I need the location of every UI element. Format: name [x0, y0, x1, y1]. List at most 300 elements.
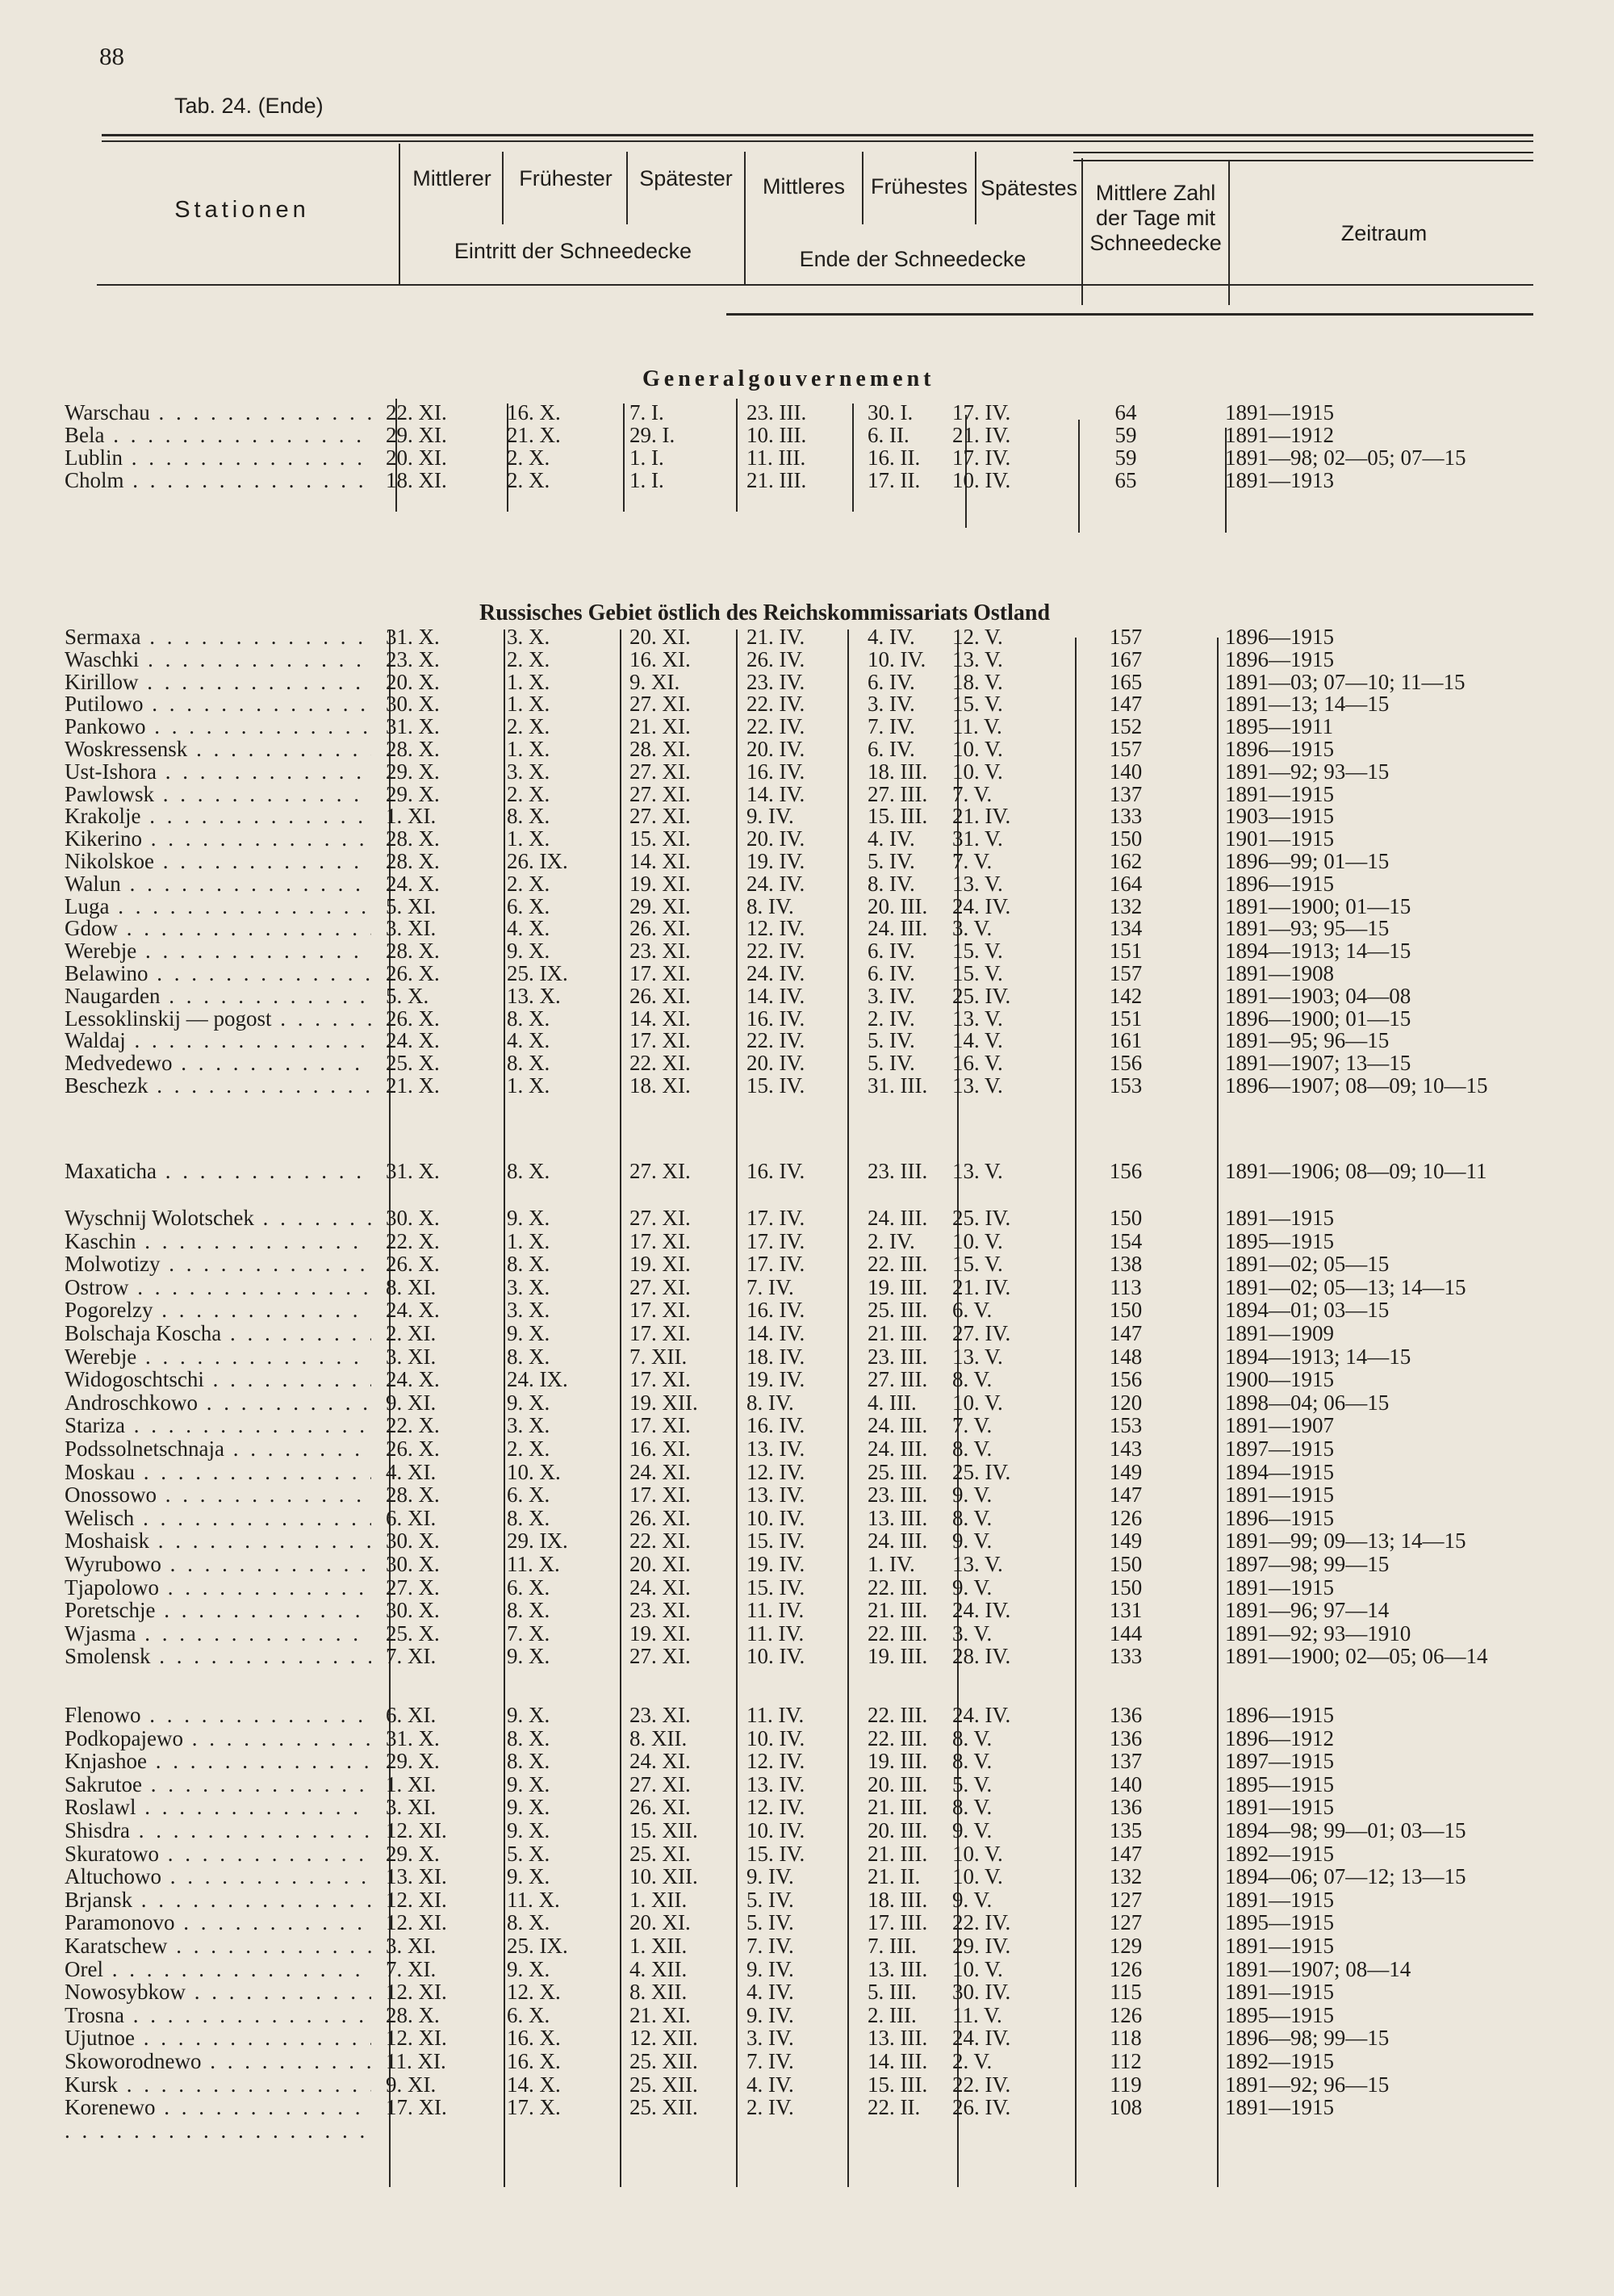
- ende-spaetestes: 13. V.: [952, 1344, 1003, 1369]
- eintritt-spaetester: 24. XI.: [629, 1749, 691, 1774]
- eintritt-spaetester: 27. XI.: [629, 781, 691, 806]
- eintritt-spaetester: 1. XII.: [629, 1934, 688, 1958]
- eintritt-fruehester: 2. X.: [507, 871, 550, 896]
- ende-mittleres: 12. IV.: [746, 1795, 805, 1820]
- eintritt-mittlerer: 17. XI.: [386, 2095, 447, 2120]
- station-name: Maxaticha . . .: [65, 1159, 371, 1183]
- header-zeitraum: Zeitraum: [1340, 221, 1428, 245]
- table-row: [0, 2095, 1614, 2119]
- station-name: Warschau . . .: [65, 400, 371, 424]
- ende-spaetestes: 11. V.: [952, 2002, 1002, 2027]
- table-row: [0, 1818, 1614, 1842]
- ende-spaetestes: 15. V.: [952, 939, 1003, 964]
- ende-spaetestes: 29. IV.: [952, 1934, 1011, 1958]
- zeitraum: 1894—1915: [1225, 1459, 1334, 1484]
- ende-fruehestes: 16. II.: [868, 445, 921, 470]
- ende-mittleres: 22. IV.: [746, 1028, 805, 1053]
- tage-mit-schneedecke: 118: [1110, 2026, 1142, 2051]
- eintritt-spaetester: 16. XI.: [629, 646, 691, 671]
- table-row: [0, 2003, 1614, 2027]
- zeitraum: 1891—1915: [1225, 1795, 1334, 1820]
- tage-mit-schneedecke: 136: [1109, 1725, 1143, 1750]
- tage-mit-schneedecke: 127: [1109, 1887, 1143, 1912]
- ende-spaetestes: 9. V.: [952, 1529, 993, 1554]
- table-row: [0, 692, 1614, 716]
- eintritt-spaetester: 27. XI.: [629, 1159, 691, 1183]
- section-title-russisches-gebiet: Russisches Gebiet östlich des Reichskommissariats Ostland: [479, 600, 1051, 625]
- zeitraum: 1891—1903; 04—08: [1225, 983, 1411, 1008]
- tage-mit-schneedecke: 147: [1109, 1483, 1143, 1508]
- ende-mittleres: 3. IV.: [746, 2026, 794, 2051]
- station-name: Shisdra . . .: [65, 1818, 371, 1842]
- tage-mit-schneedecke: 147: [1109, 692, 1143, 717]
- header-rule-a: [1073, 152, 1533, 153]
- ende-fruehestes: 2. IV.: [868, 1006, 915, 1031]
- ende-fruehestes: 25. III.: [868, 1459, 928, 1484]
- tage-mit-schneedecke: 142: [1109, 983, 1143, 1008]
- ende-spaetestes: 28. IV.: [952, 1644, 1011, 1669]
- ende-spaetestes: 15. V.: [952, 692, 1003, 717]
- zeitraum: 1895—1915: [1225, 2002, 1334, 2027]
- ende-mittleres: 16. IV.: [746, 1159, 805, 1183]
- eintritt-fruehester: 6. X.: [507, 1483, 550, 1508]
- ende-fruehestes: 5. IV.: [868, 1028, 915, 1053]
- eintritt-fruehester: 17. X.: [507, 2095, 561, 2120]
- zeitraum: 1896—99; 01—15: [1225, 849, 1390, 873]
- eintritt-fruehester: 1. X.: [507, 1073, 550, 1098]
- ende-fruehestes: 24. III.: [868, 1437, 928, 1461]
- eintritt-mittlerer: 18. XI.: [386, 468, 447, 492]
- eintritt-mittlerer: 28. X.: [386, 2002, 440, 2027]
- eintritt-spaetester: 15. XI.: [629, 826, 691, 851]
- zeitraum: 1894—01; 03—15: [1225, 1298, 1390, 1323]
- ende-fruehestes: 3. IV.: [868, 692, 915, 717]
- station-name: Kikerino . . .: [65, 826, 371, 851]
- eintritt-fruehester: 8. X.: [507, 804, 550, 829]
- station-name: Onossowo . . .: [65, 1483, 371, 1507]
- eintritt-fruehester: 8. X.: [507, 1344, 550, 1369]
- ende-spaetestes: 3. V.: [952, 1621, 993, 1646]
- zeitraum: 1894—1913; 14—15: [1225, 1344, 1411, 1369]
- zeitraum: 1891—1909: [1225, 1321, 1334, 1345]
- ende-spaetestes: 15. V.: [952, 961, 1003, 985]
- ende-fruehestes: 22. III.: [868, 1621, 928, 1646]
- ende-spaetestes: 7. V.: [952, 781, 993, 806]
- eintritt-mittlerer: 22. X.: [386, 1413, 440, 1438]
- eintritt-spaetester: 23. XI.: [629, 1703, 691, 1727]
- ende-mittleres: 12. IV.: [746, 916, 805, 941]
- ende-mittleres: 8. IV.: [746, 1390, 794, 1415]
- zeitraum: 1894—1913; 14—15: [1225, 939, 1411, 964]
- eintritt-fruehester: 8. X.: [507, 1749, 550, 1774]
- table-row: [0, 916, 1614, 940]
- table-row: [0, 2118, 1614, 2143]
- station-name: [65, 2118, 371, 2143]
- zeitraum: 1894—06; 07—12; 13—15: [1225, 1864, 1466, 1889]
- zeitraum: 1896—1915: [1225, 871, 1334, 896]
- station-name: Moshaisk . . .: [65, 1529, 371, 1553]
- tage-mit-schneedecke: 157: [1109, 961, 1143, 985]
- ende-spaetestes: 17. IV.: [952, 445, 1011, 470]
- header-divider: [744, 152, 746, 286]
- eintritt-mittlerer: 30. X.: [386, 1206, 440, 1230]
- ende-spaetestes: 12. V.: [952, 625, 1003, 649]
- eintritt-spaetester: 23. XI.: [629, 1598, 691, 1623]
- tage-mit-schneedecke: 167: [1109, 646, 1143, 671]
- eintritt-mittlerer: 5. X.: [386, 983, 429, 1008]
- ende-spaetestes: 24. IV.: [952, 893, 1011, 918]
- ende-spaetestes: 22. IV.: [952, 2072, 1011, 2097]
- eintritt-spaetester: 29. XI.: [629, 893, 691, 918]
- eintritt-mittlerer: 24. X.: [386, 1367, 440, 1392]
- eintritt-spaetester: 27. XI.: [629, 1644, 691, 1669]
- ende-spaetestes: 9. V.: [952, 1818, 993, 1842]
- eintritt-mittlerer: 28. X.: [386, 939, 440, 964]
- ende-mittleres: 17. IV.: [746, 1206, 805, 1230]
- zeitraum: 1891—1915: [1225, 1206, 1334, 1230]
- tage-mit-schneedecke: 153: [1109, 1073, 1143, 1098]
- tage-mit-schneedecke: 162: [1109, 849, 1143, 873]
- zeitraum: 1891—1915: [1225, 1887, 1334, 1912]
- eintritt-spaetester: 4. XII.: [629, 1956, 688, 1981]
- zeitraum: 1894—98; 99—01; 03—15: [1225, 1818, 1466, 1842]
- table-row: [0, 1529, 1614, 1553]
- ende-mittleres: 22. IV.: [746, 692, 805, 717]
- eintritt-spaetester: 26. XI.: [629, 1505, 691, 1530]
- station-name: Woskressensk . . .: [65, 737, 371, 761]
- table-row: [0, 1073, 1614, 1098]
- eintritt-spaetester: 26. XI.: [629, 1795, 691, 1820]
- ende-fruehestes: 4. IV.: [868, 625, 915, 649]
- eintritt-mittlerer: 29. XI.: [386, 423, 447, 447]
- tage-mit-schneedecke: 64: [1114, 400, 1137, 424]
- station-name: Wyschnij Wolotschek . . .: [65, 1206, 371, 1230]
- ende-mittleres: 5. IV.: [746, 1910, 794, 1935]
- eintritt-mittlerer: 30. X.: [386, 1529, 440, 1554]
- eintritt-mittlerer: 9. XI.: [386, 2072, 437, 2097]
- ende-mittleres: 16. IV.: [746, 1298, 805, 1323]
- eintritt-fruehester: 21. X.: [507, 423, 561, 447]
- eintritt-spaetester: 21. XI.: [629, 2002, 691, 2027]
- header-spaetestes: Spätestes: [980, 176, 1078, 200]
- tage-mit-schneedecke: 147: [1109, 1321, 1143, 1345]
- section-title-generalgouvernement: Generalgouvernement: [642, 366, 935, 391]
- zeitraum: 1891—1907: [1225, 1413, 1334, 1438]
- station-name: Pogorelzy . . .: [65, 1298, 371, 1322]
- table-row: [0, 1842, 1614, 1866]
- eintritt-mittlerer: 20. XI.: [386, 445, 447, 470]
- tage-mit-schneedecke: 59: [1114, 423, 1137, 447]
- eintritt-mittlerer: 8. XI.: [386, 1274, 437, 1299]
- eintritt-spaetester: 20. XI.: [629, 625, 691, 649]
- station-name: Wjasma . . .: [65, 1621, 371, 1646]
- tage-mit-schneedecke: 113: [1110, 1274, 1142, 1299]
- ende-fruehestes: 17. II.: [868, 468, 921, 492]
- eintritt-fruehester: 3. X.: [507, 1274, 550, 1299]
- eintritt-spaetester: 19. XI.: [629, 871, 691, 896]
- zeitraum: 1897—98; 99—15: [1225, 1552, 1390, 1576]
- station-name: Podkopajewo . . .: [65, 1726, 371, 1750]
- ende-fruehestes: 22. II.: [868, 2095, 921, 2120]
- tage-mit-schneedecke: 156: [1109, 1051, 1143, 1076]
- table-row: [0, 1621, 1614, 1646]
- ende-mittleres: 17. IV.: [746, 1252, 805, 1277]
- eintritt-fruehester: 10. X.: [507, 1459, 561, 1484]
- ende-mittleres: 19. IV.: [746, 1367, 805, 1392]
- tage-mit-schneedecke: 150: [1109, 1552, 1143, 1576]
- eintritt-mittlerer: 25. X.: [386, 1051, 440, 1076]
- zeitraum: 1896—1915: [1225, 625, 1334, 649]
- eintritt-fruehester: 9. X.: [507, 1644, 550, 1669]
- eintritt-spaetester: 27. XI.: [629, 804, 691, 829]
- ende-mittleres: 9. IV.: [746, 1956, 794, 1981]
- station-name: Molwotizy . . .: [65, 1252, 371, 1276]
- eintritt-mittlerer: 24. X.: [386, 871, 440, 896]
- ende-fruehestes: 22. III.: [868, 1703, 928, 1727]
- tage-mit-schneedecke: 143: [1109, 1437, 1143, 1461]
- ende-mittleres: 15. IV.: [746, 1575, 805, 1600]
- eintritt-fruehester: 8. X.: [507, 1598, 550, 1623]
- eintritt-spaetester: 1. XII.: [629, 1887, 688, 1912]
- station-name: Beschezk . . .: [65, 1073, 371, 1098]
- zeitraum: 1891—1915: [1225, 781, 1334, 806]
- eintritt-fruehester: 8. X.: [507, 1910, 550, 1935]
- ende-spaetestes: 27. IV.: [952, 1321, 1011, 1345]
- zeitraum: 1901—1915: [1225, 826, 1334, 851]
- table-row: [0, 1028, 1614, 1052]
- eintritt-fruehester: 9. X.: [507, 1818, 550, 1842]
- tage-mit-schneedecke: 149: [1109, 1459, 1143, 1484]
- header-divider: [502, 152, 504, 224]
- eintritt-mittlerer: 2. XI.: [386, 1321, 437, 1345]
- ende-mittleres: 23. III.: [746, 400, 807, 424]
- ende-mittleres: 9. IV.: [746, 2002, 794, 2027]
- header-eintritt: Eintritt der Schneedecke: [454, 239, 692, 263]
- station-name: Brjansk . . .: [65, 1888, 371, 1912]
- tage-mit-schneedecke: 164: [1109, 871, 1143, 896]
- table-row: [0, 872, 1614, 896]
- ende-spaetestes: 7. V.: [952, 1413, 993, 1438]
- eintritt-mittlerer: 26. X.: [386, 1006, 440, 1031]
- zeitraum: 1896—1915: [1225, 1505, 1334, 1530]
- eintritt-fruehester: 9. X.: [507, 1321, 550, 1345]
- ende-spaetestes: 21. IV.: [952, 1274, 1011, 1299]
- table-row: [0, 1980, 1614, 2004]
- station-name: Werebje . . .: [65, 1345, 371, 1369]
- ende-mittleres: 22. IV.: [746, 939, 805, 964]
- zeitraum: 1891—1915: [1225, 1575, 1334, 1600]
- eintritt-fruehester: 1. X.: [507, 669, 550, 694]
- ende-mittleres: 10. IV.: [746, 1818, 805, 1842]
- header-fruehester: Frühester: [519, 166, 613, 190]
- eintritt-mittlerer: 27. X.: [386, 1575, 440, 1600]
- ende-mittleres: 12. IV.: [746, 1459, 805, 1484]
- tage-mit-schneedecke: 136: [1109, 1703, 1143, 1727]
- eintritt-mittlerer: 7. XI.: [386, 1956, 437, 1981]
- ende-fruehestes: 17. III.: [868, 1910, 928, 1935]
- header-mittlere-zahl: Mittlere Zahl der Tage mit Schneedecke: [1089, 181, 1222, 256]
- station-name: Medvedewo . . .: [65, 1051, 371, 1075]
- ende-spaetestes: 24. IV.: [952, 2026, 1011, 2051]
- eintritt-mittlerer: 22. X.: [386, 1228, 440, 1253]
- table-row: [0, 1006, 1614, 1031]
- tage-mit-schneedecke: 133: [1109, 1644, 1143, 1669]
- ende-spaetestes: 13. V.: [952, 1006, 1003, 1031]
- table-row: [0, 1644, 1614, 1668]
- zeitraum: 1900—1915: [1225, 1367, 1334, 1392]
- ende-fruehestes: 13. III.: [868, 1956, 928, 1981]
- header-rule-b: [1073, 160, 1533, 161]
- ende-mittleres: 9. IV.: [746, 1864, 794, 1889]
- station-name: Knjashoe . . .: [65, 1749, 371, 1773]
- eintritt-spaetester: 8. XII.: [629, 1980, 688, 2005]
- eintritt-mittlerer: 6. XI.: [386, 1505, 437, 1530]
- table-row: [0, 1483, 1614, 1507]
- tage-mit-schneedecke: 140: [1109, 1771, 1143, 1796]
- eintritt-spaetester: 20. XI.: [629, 1552, 691, 1576]
- eintritt-spaetester: 22. XI.: [629, 1529, 691, 1554]
- eintritt-mittlerer: 23. X.: [386, 646, 440, 671]
- eintritt-fruehester: 1. X.: [507, 737, 550, 761]
- eintritt-mittlerer: 31. X.: [386, 1725, 440, 1750]
- table-row: [0, 759, 1614, 784]
- ende-mittleres: 2. IV.: [746, 2095, 794, 2120]
- tage-mit-schneedecke: 115: [1110, 1980, 1142, 2005]
- eintritt-mittlerer: 26. X.: [386, 1252, 440, 1277]
- ende-mittleres: 22. IV.: [746, 714, 805, 739]
- station-name: Sakrutoe . . .: [65, 1772, 371, 1796]
- zeitraum: 1896—1915: [1225, 737, 1334, 761]
- tage-mit-schneedecke: 150: [1109, 1575, 1143, 1600]
- zeitraum: 1896—1912: [1225, 1725, 1334, 1750]
- ende-mittleres: 20. IV.: [746, 737, 805, 761]
- eintritt-fruehester: 14. X.: [507, 2072, 561, 2097]
- station-name: Sermaxa . . .: [65, 625, 371, 649]
- tage-mit-schneedecke: 119: [1110, 2072, 1142, 2097]
- ende-spaetestes: 14. V.: [952, 1028, 1003, 1053]
- table-row: [0, 1367, 1614, 1391]
- zeitraum: 1891—98; 02—05; 07—15: [1225, 445, 1466, 470]
- eintritt-mittlerer: 28. X.: [386, 849, 440, 873]
- station-name: Wyrubowo . . .: [65, 1552, 371, 1576]
- eintritt-fruehester: 3. X.: [507, 1413, 550, 1438]
- eintritt-mittlerer: 3. XI.: [386, 1934, 437, 1958]
- ende-spaetestes: 10. V.: [952, 737, 1003, 761]
- station-name: Werebje . . .: [65, 939, 371, 963]
- eintritt-mittlerer: 12. XI.: [386, 1887, 447, 1912]
- ende-mittleres: 7. IV.: [746, 1934, 794, 1958]
- tage-mit-schneedecke: 156: [1109, 1367, 1143, 1392]
- tage-mit-schneedecke: 161: [1109, 1028, 1143, 1053]
- ende-fruehestes: 15. III.: [868, 804, 928, 829]
- ende-fruehestes: 4. IV.: [868, 826, 915, 851]
- table-row: [0, 1772, 1614, 1796]
- ende-fruehestes: 22. III.: [868, 1575, 928, 1600]
- ende-spaetestes: 13. V.: [952, 646, 1003, 671]
- ende-fruehestes: 21. III.: [868, 1321, 928, 1345]
- eintritt-mittlerer: 9. XI.: [386, 1390, 437, 1415]
- ende-spaetestes: 8. V.: [952, 1505, 993, 1530]
- eintritt-spaetester: 19. XI.: [629, 1252, 691, 1277]
- eintritt-mittlerer: 1. XI.: [386, 1771, 437, 1796]
- ende-mittleres: 20. IV.: [746, 1051, 805, 1076]
- header-divider: [1228, 160, 1230, 305]
- ende-spaetestes: 18. V.: [952, 669, 1003, 694]
- eintritt-mittlerer: 29. X.: [386, 1841, 440, 1866]
- eintritt-mittlerer: 31. X.: [386, 1159, 440, 1183]
- zeitraum: 1896—1915: [1225, 1703, 1334, 1727]
- table-row: [0, 1413, 1614, 1437]
- eintritt-spaetester: 29. I.: [629, 423, 675, 447]
- table-row: [0, 2026, 1614, 2050]
- eintritt-mittlerer: 3. XI.: [386, 1795, 437, 1820]
- table-row: [0, 984, 1614, 1008]
- tage-mit-schneedecke: 132: [1109, 893, 1143, 918]
- zeitraum: 1891—93; 95—15: [1225, 916, 1390, 941]
- eintritt-mittlerer: 28. X.: [386, 826, 440, 851]
- ende-mittleres: 24. IV.: [746, 961, 805, 985]
- ende-fruehestes: 3. IV.: [868, 983, 915, 1008]
- header-mittlerer: Mittlerer: [412, 166, 491, 190]
- ende-mittleres: 14. IV.: [746, 781, 805, 806]
- eintritt-fruehester: 9. X.: [507, 1390, 550, 1415]
- ende-fruehestes: 19. III.: [868, 1274, 928, 1299]
- ende-spaetestes: 24. IV.: [952, 1598, 1011, 1623]
- station-name: Stariza . . .: [65, 1413, 371, 1437]
- table-row: [0, 894, 1614, 918]
- ende-spaetestes: 24. IV.: [952, 1703, 1011, 1727]
- eintritt-spaetester: 12. XII.: [629, 2026, 698, 2051]
- table-row: [0, 737, 1614, 761]
- ende-fruehestes: 22. III.: [868, 1252, 928, 1277]
- eintritt-spaetester: 27. XI.: [629, 759, 691, 784]
- station-name: Lublin . . .: [65, 445, 371, 470]
- table-row: [0, 647, 1614, 671]
- tage-mit-schneedecke: 152: [1109, 714, 1143, 739]
- eintritt-mittlerer: 4. XI.: [386, 1459, 437, 1484]
- eintritt-fruehester: 25. IX.: [507, 961, 568, 985]
- eintritt-spaetester: 25. XII.: [629, 2072, 698, 2097]
- eintritt-mittlerer: 26. X.: [386, 1437, 440, 1461]
- eintritt-mittlerer: 28. X.: [386, 1483, 440, 1508]
- eintritt-mittlerer: 3. XI.: [386, 916, 437, 941]
- ende-mittleres: 14. IV.: [746, 1321, 805, 1345]
- ende-spaetestes: 2. V.: [952, 2049, 993, 2073]
- eintritt-fruehester: 13. X.: [507, 983, 561, 1008]
- zeitraum: 1891—1900; 02—05; 06—14: [1225, 1644, 1488, 1669]
- ende-mittleres: 13. IV.: [746, 1437, 805, 1461]
- eintritt-spaetester: 1. I.: [629, 468, 664, 492]
- station-name: Roslawl . . .: [65, 1795, 371, 1819]
- table-row: [0, 1460, 1614, 1484]
- zeitraum: 1891—1907; 13—15: [1225, 1051, 1411, 1076]
- ende-mittleres: 14. IV.: [746, 983, 805, 1008]
- ende-spaetestes: 11. V.: [952, 714, 1002, 739]
- station-name: Smolensk . . .: [65, 1644, 371, 1668]
- table-row: [0, 445, 1614, 470]
- eintritt-mittlerer: 12. XI.: [386, 1980, 447, 2005]
- ende-fruehestes: 23. III.: [868, 1344, 928, 1369]
- zeitraum: 1891—1906; 08—09; 10—11: [1225, 1159, 1487, 1183]
- zeitraum: 1891—96; 97—14: [1225, 1598, 1390, 1623]
- ende-mittleres: 11. III.: [746, 445, 806, 470]
- eintritt-fruehester: 16. X.: [507, 2026, 561, 2051]
- eintritt-mittlerer: 30. X.: [386, 1598, 440, 1623]
- zeitraum: 1891—02; 05—15: [1225, 1252, 1390, 1277]
- eintritt-spaetester: 16. XI.: [629, 1437, 691, 1461]
- tage-mit-schneedecke: 147: [1109, 1841, 1143, 1866]
- ende-fruehestes: 18. III.: [868, 1887, 928, 1912]
